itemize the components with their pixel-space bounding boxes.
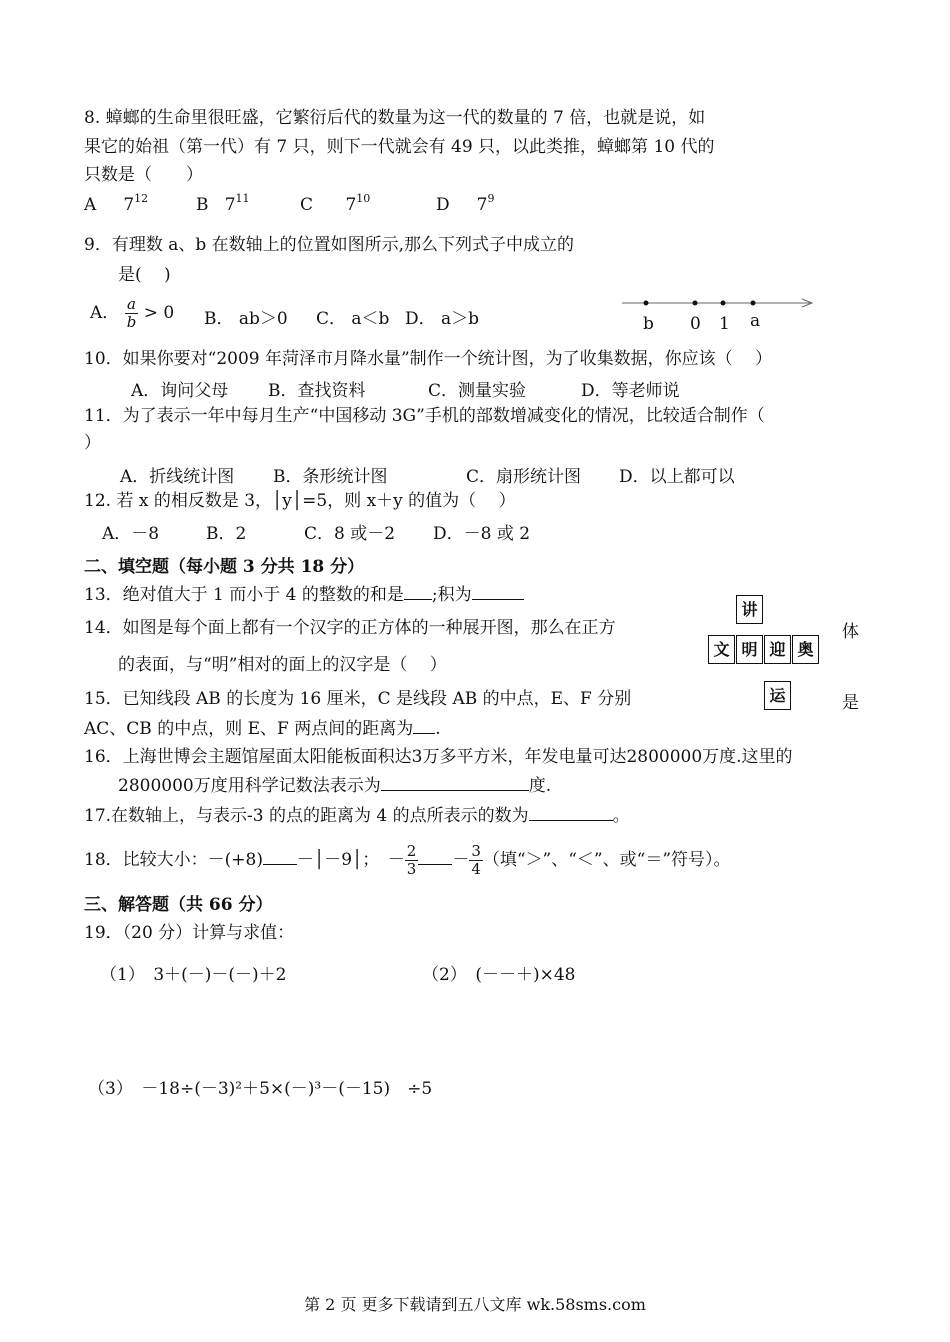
- q12-option-c: C．8 或－2: [304, 524, 396, 544]
- q18-blank-1[interactable]: [263, 848, 297, 865]
- q11-line1: 11．为了表示一年中每月生产“中国移动 3G”手机的部数增减变化的情况，比较适合制作（: [84, 406, 765, 426]
- q9-option-d: D． a＞b: [405, 309, 480, 329]
- q9-option-a: A． $\frac{a}{b}$ > 0: [90, 295, 175, 331]
- q11-option-b: B．条形统计图: [273, 467, 388, 487]
- q14-line1-tail: 体: [842, 622, 859, 642]
- q12-option-d: D．－8 或 2: [433, 524, 531, 544]
- q14-line2: 的表面，与“明”相对的面上的汉字是（ ）: [118, 655, 447, 675]
- page-footer: 第 2 页 更多下载请到五八文库 wk.58sms.com: [304, 1295, 646, 1314]
- section-3-heading: 三、解答题（共 66 分）: [84, 895, 273, 915]
- q10-option-d: D．等老师说: [581, 381, 680, 401]
- q9-line1: 9．有理数 a、b 在数轴上的位置如图所示,那么下列式子中成立的: [84, 235, 575, 255]
- q11-option-d: D．以上都可以: [619, 467, 735, 487]
- axis-label-1: 1: [719, 314, 730, 334]
- axis-label-a: a: [750, 311, 761, 331]
- q18-fraction-2: $\frac{3}{4}$: [471, 842, 481, 878]
- q16-blank[interactable]: [381, 774, 529, 791]
- q15-line2: AC、CB 的中点，则 E、F 两点间的距离为 .: [84, 719, 441, 739]
- q19-part-2: （2） (－－＋)×48: [422, 965, 576, 985]
- q8-option-c: C $7^{10}$: [300, 192, 371, 215]
- q18-blank-2[interactable]: [418, 848, 452, 865]
- cube-face-ming: 明: [736, 635, 763, 664]
- q18-line: 18．比较大小：－(+8) －│－9│； － $\frac{2}{3}$ － $\frac{3}{4}$ （填“＞”、“＜”、或“＝”符号）。: [84, 842, 731, 878]
- axis-label-0: 0: [690, 314, 701, 334]
- q9-line2: 是( ): [118, 265, 171, 285]
- section-2-heading: 二、填空题（每小题 3 分共 18 分）: [84, 557, 365, 577]
- q12-line1: 12. 若 x 的相反数是 3，│y│=5，则 x＋y 的值为（ ）: [84, 491, 516, 511]
- q16-line2: 2800000万度用科学记数法表示为 度.: [118, 776, 552, 796]
- q18-fraction-1: $\frac{2}{3}$: [406, 842, 417, 878]
- q13-line: 13．绝对值大于 1 而小于 4 的整数的和是 ;积为: [84, 583, 524, 606]
- cube-face-wen: 文: [708, 635, 735, 664]
- q11-option-a: A．折线统计图: [120, 467, 235, 487]
- q11-option-c: C．扇形统计图: [466, 467, 582, 487]
- axis-label-b: b: [643, 314, 654, 334]
- q10-option-a: A．询问父母: [131, 381, 229, 401]
- cube-face-ao: 奥: [792, 635, 819, 664]
- q13-blank-product[interactable]: [472, 583, 524, 600]
- q8-line1: 8. 蟑螂的生命里很旺盛，它繁衍后代的数量为这一代的数量的 7 倍，也就是说，如: [84, 108, 706, 128]
- cube-face-yun: 运: [764, 681, 791, 710]
- point-b: [644, 301, 649, 306]
- cube-face-ying: 迎: [764, 635, 791, 664]
- q12-option-a: A．－8: [102, 524, 160, 544]
- point-0: [693, 301, 698, 306]
- q8-option-a: A $7^{12}$: [84, 192, 149, 215]
- q19-title: 19．（20 分）计算与求值：: [84, 923, 295, 943]
- q9-option-c: C． a＜b: [316, 309, 390, 329]
- q16-line1: 16．上海世博会主题馆屋面太阳能板面积达3万多平方米，年发电量可达2800000万度.这里的: [84, 747, 793, 767]
- q8-option-b: B $7^{11}$: [196, 192, 250, 215]
- q8-line3: 只数是（ ）: [84, 165, 203, 185]
- point-1: [721, 301, 726, 306]
- q19-part-1: （1） 3＋(－)－(－)＋2: [100, 965, 287, 985]
- q15-line1: 15．已知线段 AB 的长度为 16 厘米，C 是线段 AB 的中点，E、F 分别: [84, 689, 632, 709]
- cube-face-jiang: 讲: [736, 595, 763, 624]
- q14-line1: 14．如图是每个面上都有一个汉字的正方体的一种展开图，那么在正方: [84, 618, 616, 638]
- q19-part-3: （3） －18÷(－3)²＋5×(－)³－(－15) ÷5: [88, 1079, 433, 1099]
- q12-option-b: B．2: [206, 524, 247, 544]
- q10-option-b: B．查找资料: [268, 381, 366, 401]
- q13-blank-sum[interactable]: [404, 583, 432, 600]
- q8-option-d: D $7^9$: [436, 192, 495, 215]
- q9-fraction: $\frac{a}{b}$: [126, 295, 137, 331]
- q15-line1-tail: 是: [842, 693, 859, 713]
- point-a: [751, 301, 756, 306]
- q8-line2: 果它的始祖（第一代）有 7 只，则下一代就会有 49 只，以此类推，蟑螂第 10 代的: [84, 137, 715, 157]
- q17-blank[interactable]: [529, 804, 613, 821]
- q10-line1: 10．如果你要对“2009 年菏泽市月降水量”制作一个统计图，为了收集数据，你应该（ ）: [84, 349, 773, 369]
- q10-option-c: C．测量实验: [428, 381, 527, 401]
- q15-blank[interactable]: [413, 717, 435, 734]
- q9-option-b: B． ab＞0: [204, 309, 288, 329]
- cube-net-figure: [708, 595, 824, 720]
- q17-line: 17.在数轴上，与表示-3 的点的距离为 4 的点所表示的数为 。: [84, 806, 630, 826]
- q11-line2: ）: [84, 433, 101, 453]
